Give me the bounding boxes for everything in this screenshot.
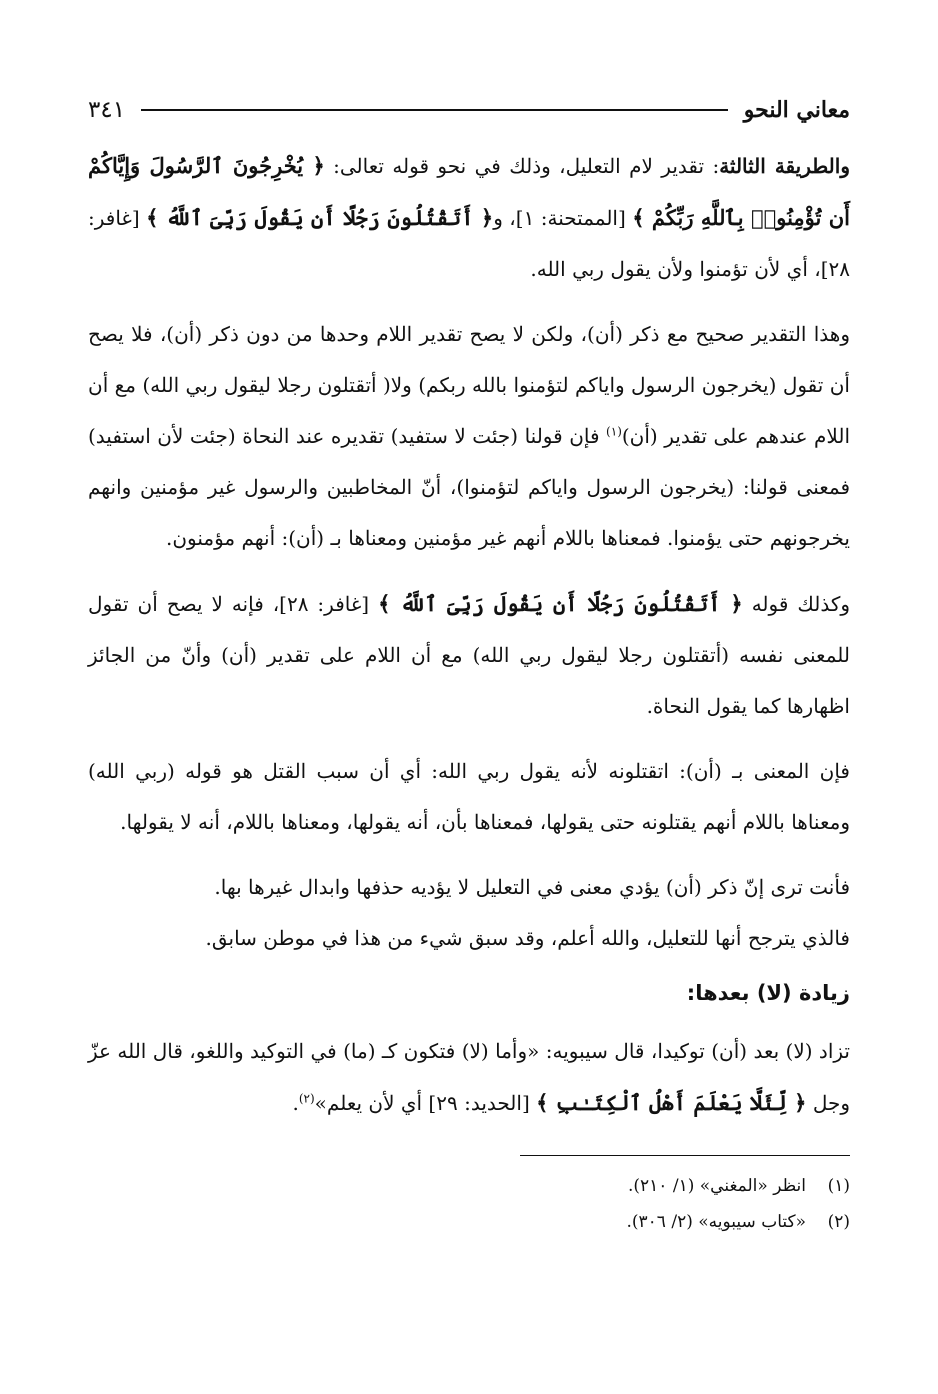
footnote-ref[interactable]: (٢) bbox=[298, 1091, 315, 1106]
paragraph-likewise bbox=[88, 578, 850, 732]
paragraph-text: [الحديد: ٢٩] أي لأن يعلم» bbox=[314, 1091, 537, 1115]
paragraph-estimation bbox=[88, 309, 850, 564]
paragraph-conclusion bbox=[88, 862, 850, 913]
paragraph-text: وكذلك قوله bbox=[742, 592, 850, 616]
quran-verse: ﴿ يُخْرِجُونَ ٱلرَّسُولَ وَإِيَّاكُمْ أَن تُؤْمِنُوا۟ بِٱللَّهِ رَبِّكُمْ ﴾ bbox=[88, 153, 850, 230]
paragraph-text: فأنت ترى إنّ ذكر (أن) يؤدي معنى في التعليل لا يؤديه حذفها وابدال غيرها بها. bbox=[214, 875, 850, 899]
quran-verse: ﴿ لِّئَلَّا يَعْلَمَ أَهْلُ ٱلْكِتَـٰبِ ﴾ bbox=[536, 1090, 807, 1115]
header-rule bbox=[141, 109, 728, 111]
paragraph-la-addition bbox=[88, 1026, 850, 1129]
paragraph-text: فإن المعنى بـ (أن): اتقتلونه لأنه يقول ربي الله: أي أن سبب القتل هو قوله (ربي الله) ومعناها باللام أنهم يقتلونه حتى يقولها، فمعناها بأن، أنه يقولها، ومعناها باللام، أنه لا يقولها. bbox=[88, 759, 850, 834]
paragraph-text: : تقدير لام التعليل، وذلك في نحو قوله تعالى: bbox=[324, 154, 720, 178]
footnote-separator bbox=[520, 1155, 850, 1156]
paragraph-preference bbox=[88, 913, 850, 964]
paragraph-text: . bbox=[292, 1091, 299, 1115]
paragraph-meaning bbox=[88, 746, 850, 848]
footnote-item bbox=[88, 1168, 850, 1204]
paragraph-text: [غافر: ٢٨]، فإنه لا يصح أن تقول للمعنى نفسه (أتقتلون رجلا ليقول ربي الله) مع أن اللام على تقدير (أن) وأنّ من الجائز اظهارها كما يقول النحاة. bbox=[88, 592, 850, 718]
paragraph-text: تزاد (لا) بعد (أن) توكيدا، قال سيبويه: «وأما (لا) فتكون كـ (ما) في التوكيد واللغو، قال الله عزّ وجل bbox=[88, 1039, 850, 1115]
footnote-item bbox=[88, 1204, 850, 1240]
running-title: معاني النحو bbox=[743, 97, 850, 123]
footnote-text: «كتاب سيبويه» (٢/ ٣٠٦). bbox=[626, 1212, 806, 1232]
running-header bbox=[88, 88, 850, 132]
footnote-number: (١) bbox=[827, 1176, 850, 1196]
paragraph-text: وهذا التقدير صحيح مع ذكر (أن)، ولكن لا يصح تقدير اللام وحدها من دون ذكر (أن)، فلا يصح أن تقول (يخرجون الرسول واياكم لتؤمنوا بالله ربكم) ولا( أتقتلون رجلا ليقول ربي الله) مع أن اللام عندهم على تقدير (أن) bbox=[88, 322, 851, 448]
paragraph-text: [غافر: ٢٨]، أي لأن تؤمنوا ولأن يقول ربي الله. bbox=[88, 206, 850, 281]
section-heading: زيادة (لا) بعدها: bbox=[686, 981, 850, 1005]
paragraph-third-method bbox=[88, 140, 850, 295]
footnote-number: (٢) bbox=[827, 1212, 850, 1232]
paragraph-text: [الممتحنة: ١]، و bbox=[493, 206, 633, 230]
paragraph-text: فالذي يترجح أنها للتعليل، والله أعلم، وقد سبق شيء من هذا في موطن سابق. bbox=[205, 926, 850, 950]
book-page bbox=[88, 88, 850, 1240]
paragraph-lead: والطريقة الثالثة bbox=[719, 154, 850, 178]
quran-verse: ﴿ أَتَقْتُلُونَ رَجُلًا أَن يَقُولَ رَبِّىَ ٱللَّهُ ﴾ bbox=[378, 591, 743, 616]
page-number: ٣٤١ bbox=[88, 97, 126, 123]
footnote-ref[interactable]: (١) bbox=[606, 424, 622, 439]
quran-verse: ﴿ أَتَقْتُلُونَ رَجُلًا أَن يَقُولَ رَبِّىَ ٱللَّهُ ﴾ bbox=[146, 205, 494, 230]
paragraph-text: فإن قولنا (جئت لا ستفيد) تقديره عند النحاة (جئت لأن استفيد) فمعنى قولنا: (يخرجون الرسول واياكم لتؤمنوا)، أنّ المخاطبين والرسول غير مؤمنين وانهم يخرجونهم حتى يؤمنوا. فمعناها باللام أنهم غير مؤمنين ومعناها بـ (أن): أنهم مؤمنون. bbox=[88, 424, 850, 550]
footnote-text: انظر «المغني» (١/ ٢١٠). bbox=[628, 1176, 806, 1196]
